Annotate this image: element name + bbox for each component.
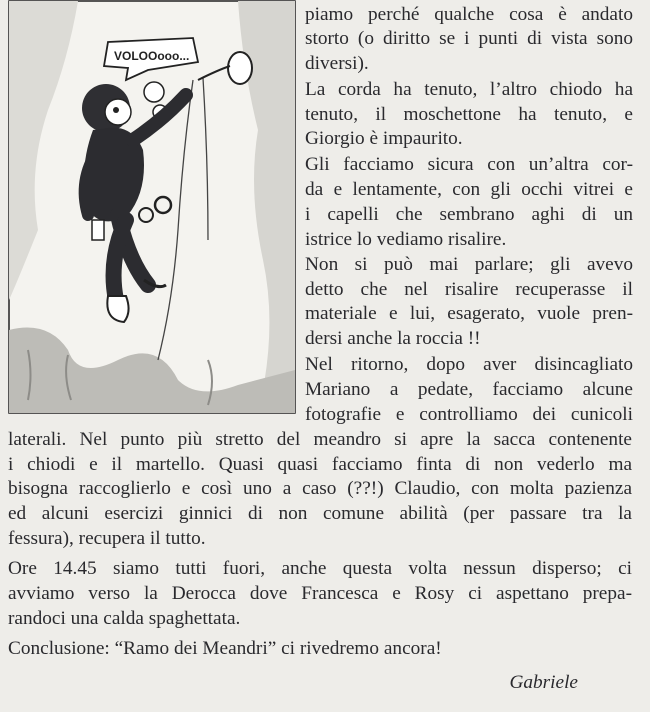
author-signature: Gabriele	[509, 672, 578, 693]
text-line: i chiodi e il martello. Quasi quasi facciamo finta di non vederlo ma	[8, 454, 632, 475]
text-line: diversi).	[305, 53, 369, 74]
text-line: randoci una calda spaghettata.	[8, 608, 241, 629]
text-line: detto che nel risalire recuperasse il	[305, 279, 633, 300]
text-line: Nel ritorno, dopo aver disincagliato	[305, 354, 633, 375]
text-line: Mariano a pedate, facciamo alcune	[305, 379, 633, 400]
text-line: avviamo verso la Derocca dove Francesca e Rosy ci aspettano prepa-	[8, 583, 632, 604]
speech-bubble-text: VOLOOooo...	[114, 49, 190, 63]
text-line: storto (o diritto se i punti di vista sono	[305, 28, 633, 49]
text-line: istrice lo vediamo risalire.	[305, 229, 507, 250]
text-line: piamo perché qualche cosa è andato	[305, 4, 633, 25]
text-line: Giorgio è impaurito.	[305, 128, 463, 149]
text-line: laterali. Nel punto più stretto del meandro si apre la sacca contenente	[8, 429, 632, 450]
text-line: fessura), recupera il tutto.	[8, 528, 206, 549]
text-line: i capelli che sembrano aghi di un	[305, 204, 633, 225]
text-line: La corda ha tenuto, l’altro chiodo ha	[305, 79, 633, 100]
text-line: tenuto, il moschettone ha tenuto, e	[305, 104, 633, 125]
climber-cartoon-illustration	[8, 0, 296, 414]
text-line: bisogna raccoglierlo e così uno a caso (??!) Claudio, con molta pazienza	[8, 478, 632, 499]
text-line: da e lentamente, con gli occhi vitrei e	[305, 179, 633, 200]
text-line: fotografie e controlliamo dei cunicoli	[305, 404, 633, 425]
text-line: Non si può mai parlare; gli avevo	[305, 254, 633, 275]
text-line: Conclusione: “Ramo dei Meandri” ci rivedremo ancora!	[8, 638, 442, 659]
text-line: Ore 14.45 siamo tutti fuori, anche questa volta nessun disperso; ci	[8, 558, 632, 579]
text-line: materiale e lui, esagerato, vuole pren-	[305, 303, 633, 324]
text-line: Gli facciamo sicura con un’altra cor-	[305, 154, 633, 175]
text-line: dersi anche la roccia !!	[305, 328, 481, 349]
text-line: ed alcuni esercizi ginnici di non comune abilità (per passare tra la	[8, 503, 632, 524]
